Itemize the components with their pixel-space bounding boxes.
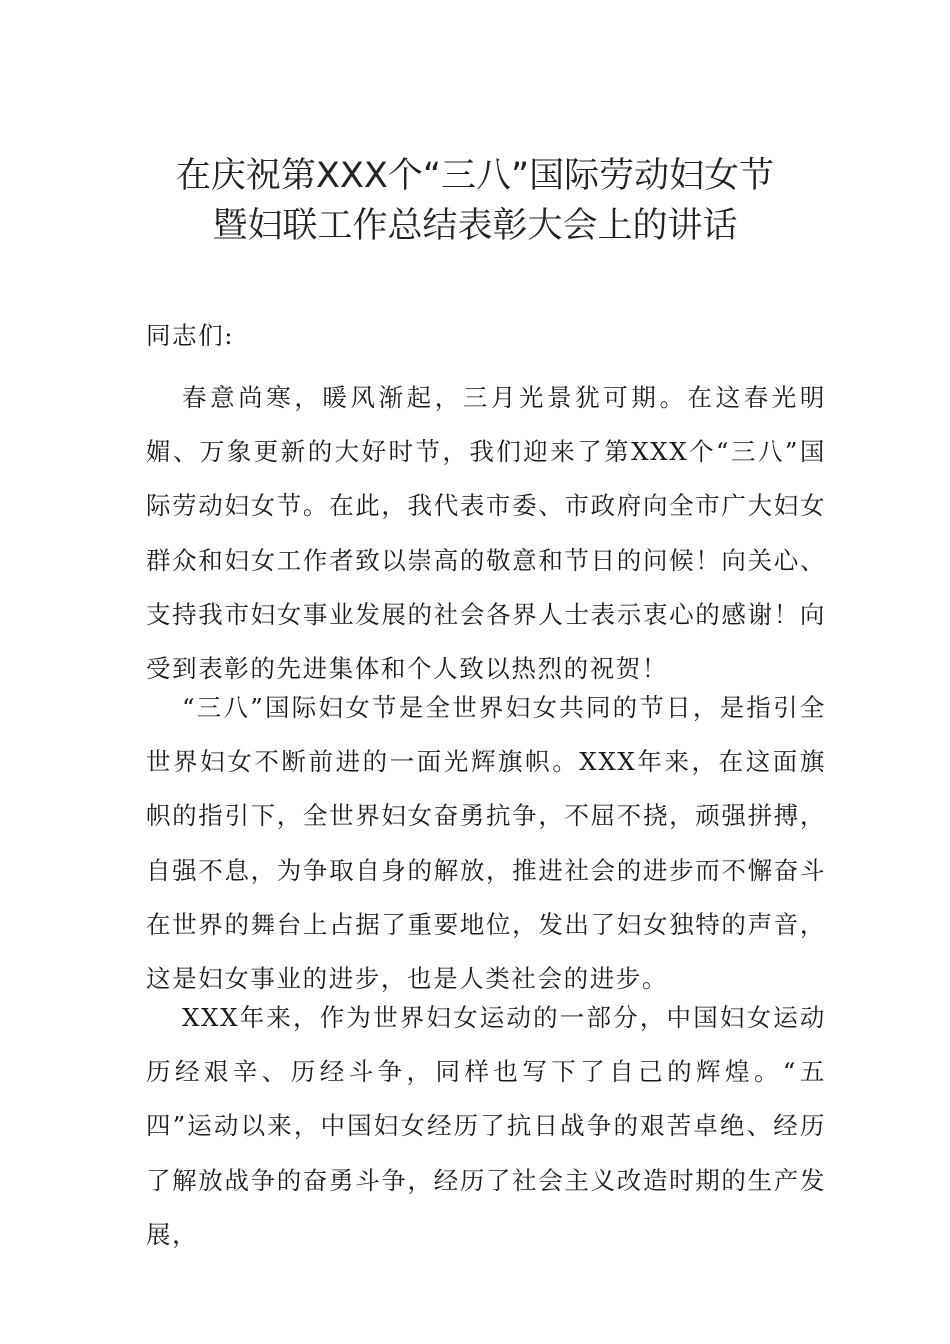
salutation: 同志们: [146,321,235,350]
paragraph-2: “三八”国际妇女节是全世界妇女共同的节日，是指引全世界妇女不断前进的一面光辉旗帜。XXX年来，在这面旗帜的指引下，全世界妇女奋勇抗争，不屈不挠，顽强拼搏，自强不息，为争取自身的解放，推进社会的进步而不懈奋斗在世界的舞台上占据了重要地位，发出了妇女独特的声音，这是妇女事业的进步，也是人类社会的进步。 [146,693,826,994]
paragraph-3: XXX年来，作为世界妇女运动的一部分，中国妇女运动历经艰辛、历经斗争，同样也写下了自己的辉煌。“五四”运动以来，中国妇女经历了抗日战争的艰苦卓绝、经历了解放战争的奋勇斗争，经历了社会主义改造时期的生产发展， [146,1003,826,1249]
document-title-line-2: 暨妇联工作总结表彰大会上的讲话 [212,206,738,246]
paragraph-1: 春意尚寒，暖风渐起，三月光景犹可期。在这春光明媚、万象更新的大好时节，我们迎来了第XXX个“三八”国际劳动妇女节。在此，我代表市委、市政府向全市广大妇女群众和妇女工作者致以崇高的敬意和节日的问候！向关心、支持我市妇女事业发展的社会各界人士表示衷心的感谢！向受到表彰的先进集体和个人致以热烈的祝贺！ [146,383,826,684]
document-title-line-1: 在庆祝第XXX个“三八”国际劳动妇女节 [175,156,775,196]
